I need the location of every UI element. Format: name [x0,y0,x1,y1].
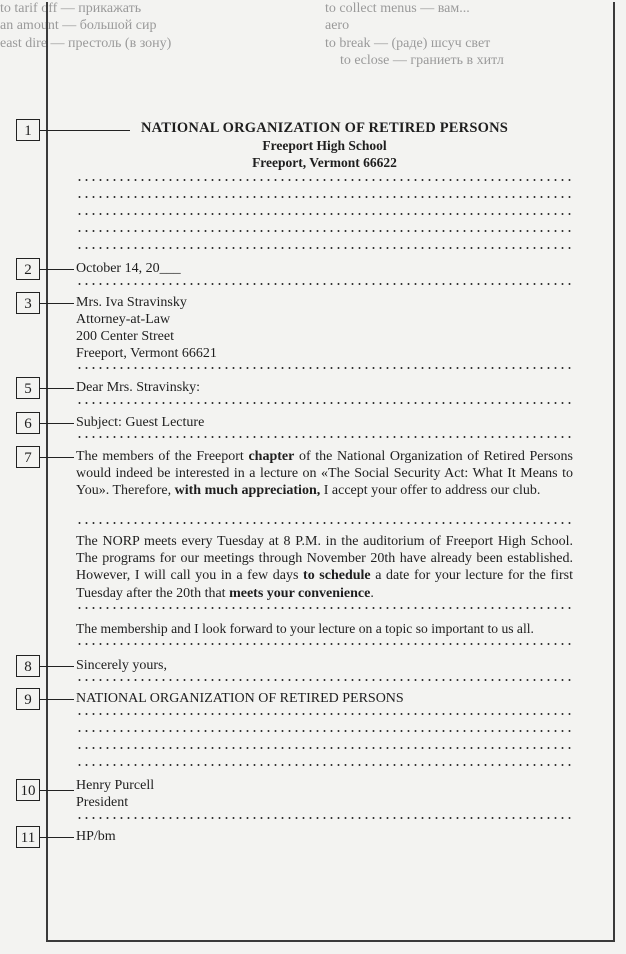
section-marker-7: 7 [16,446,40,468]
dotted-line [76,713,573,715]
dotted-line [76,367,573,369]
bleed-through-text: to eclose — граниеть в хитл [340,53,504,68]
section-marker-11: 11 [16,826,40,848]
leader-line [40,303,74,304]
leader-line [40,269,74,270]
dotted-line [76,283,573,285]
section-marker-10: 10 [16,779,40,801]
reference-initials: HP/bm [76,829,116,844]
recipient-city: Freeport, Vermont 66621 [76,346,217,361]
recipient-title: Attorney-at-Law [76,312,171,327]
letter-date: October 14, 20___ [76,261,181,276]
leader-line [40,837,74,838]
body-paragraph-1: The members of the Freeport chapter of the National Organization of Retired Persons would indeed be interested in a lecture on «The Social Security Act: What It Means to You». Therefore, with much appreciation, I accept your offer to address our club. [76,449,574,499]
dotted-line [76,679,573,681]
recipient-street: 200 Center Street [76,329,174,344]
dotted-line [76,607,573,609]
bleed-through-text: an amount — большой сир [0,18,157,33]
bleed-through-text: aero [325,18,350,33]
dotted-line [76,213,573,215]
section-marker-8: 8 [16,655,40,677]
section-marker-5: 5 [16,377,40,399]
letterhead-organization: NATIONAL ORGANIZATION OF RETIRED PERSONS [140,120,509,136]
recipient-name: Mrs. Iva Stravinsky [76,295,187,310]
leader-line [40,666,74,667]
dotted-line [76,179,573,181]
leader-line [40,790,74,791]
dotted-line [76,247,573,249]
dotted-line [76,747,573,749]
dotted-line [76,730,573,732]
dotted-line [76,196,573,198]
dotted-line [76,817,573,819]
complimentary-closing: Sincerely yours, [76,658,167,673]
section-marker-2: 2 [16,258,40,280]
dotted-line [76,230,573,232]
signer-title: President [76,795,129,810]
dotted-line [76,436,573,438]
leader-line [40,699,74,700]
leader-line [40,388,74,389]
section-marker-1: 1 [16,119,40,141]
bleed-through-text: to break — (раде) шсуч свет [325,36,491,51]
leader-line [40,423,74,424]
section-marker-9: 9 [16,688,40,710]
body-paragraph-2: The NORP meets every Tuesday at 8 P.M. in the auditorium of Freeport High School. The programs for our meetings through November 20th have already been established. However, I will call you in a few days to schedule a date for your lecture for the first Tuesday after the 20th that meets your convenience. [76,534,573,601]
letterhead-city: Freeport, Vermont 66622 [252,155,397,170]
dotted-line [76,764,573,766]
section-marker-6: 6 [16,412,40,434]
company-signature: NATIONAL ORGANIZATION OF RETIRED PERSONS [76,691,404,706]
dotted-line [76,643,573,645]
dotted-line [76,402,573,404]
subject-line: Subject: Guest Lecture [76,415,205,430]
body-paragraph-3: The membership and I look forward to your lecture on a topic so important to us all. [76,621,534,636]
section-marker-3: 3 [16,292,40,314]
signer-name: Henry Purcell [76,778,155,793]
letterhead-school: Freeport High School [262,138,387,153]
salutation: Dear Mrs. Stravinsky: [76,380,201,395]
dotted-line [76,522,573,524]
bleed-through-text: east dire — престоль (в зону) [0,36,172,51]
leader-line [40,457,74,458]
bleed-through-text: to tarif off — прикажать [0,1,142,16]
bleed-through-text: to collect menus — вам... [325,1,470,16]
